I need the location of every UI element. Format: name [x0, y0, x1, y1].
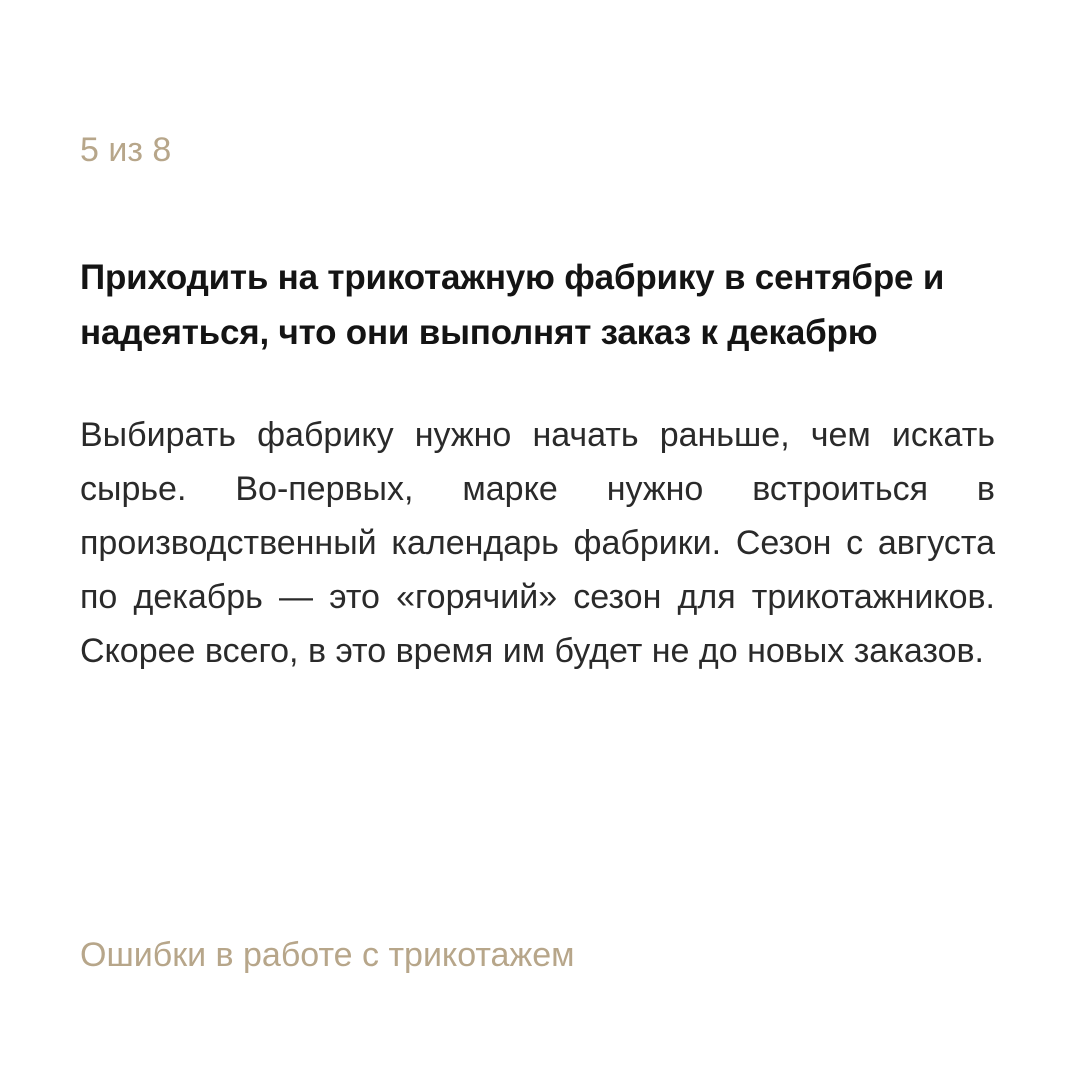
slide-counter: 5 из 8	[80, 131, 172, 169]
slide-heading: Приходить на трикотажную фабрику в сентябре и надеяться, что они выполнят заказ к декабрю	[80, 258, 945, 352]
slide-body-text: Выбирать фабрику нужно начать раньше, чем искать сырье. Во-первых, марке нужно встроиться в производственный календарь фабрики. Сезон с августа по декабрь — это «горячий» сезон для трикотажников. Скорее всего, в это время им будет не до новых заказов.	[80, 416, 995, 670]
series-title: Ошибки в работе с трикотажем	[80, 936, 575, 974]
